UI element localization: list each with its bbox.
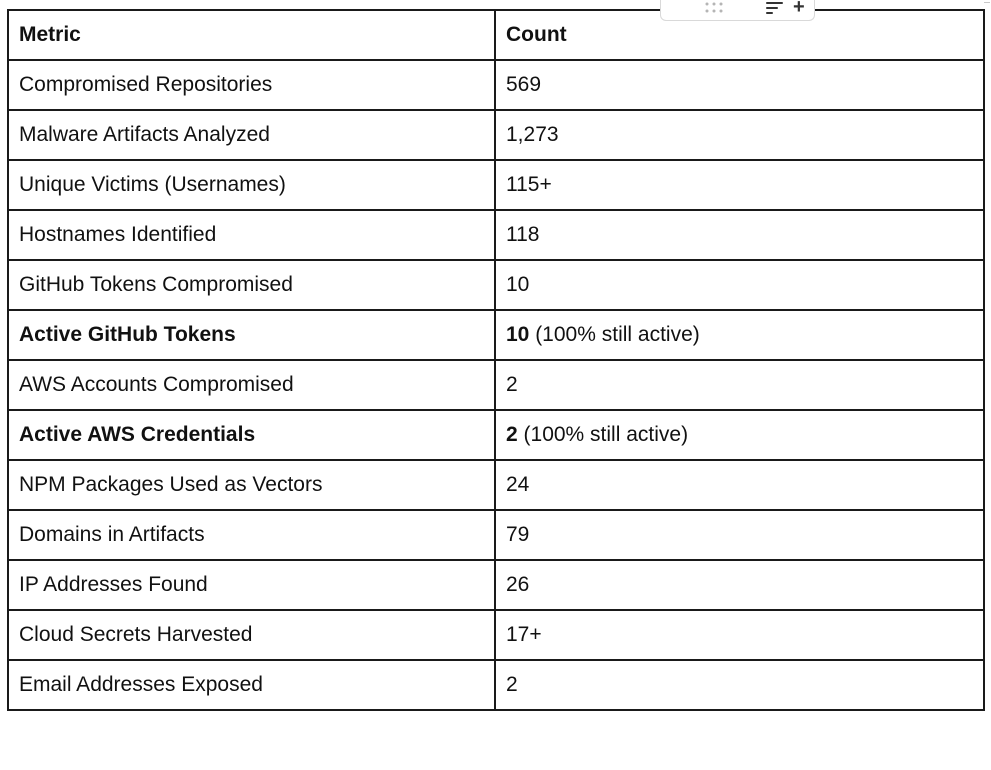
table-row bbox=[8, 60, 984, 110]
table-row bbox=[8, 160, 984, 210]
drag-handle-icon[interactable] bbox=[704, 1, 724, 15]
table-row bbox=[8, 660, 984, 710]
count-cell[interactable]: 17+ bbox=[495, 610, 984, 660]
table-row bbox=[8, 110, 984, 160]
metric-cell[interactable]: Cloud Secrets Harvested bbox=[8, 610, 495, 660]
metric-cell[interactable]: GitHub Tokens Compromised bbox=[8, 260, 495, 310]
count-cell[interactable]: 115+ bbox=[495, 160, 984, 210]
metric-cell[interactable]: Unique Victims (Usernames) bbox=[8, 160, 495, 210]
count-cell[interactable] bbox=[495, 410, 984, 460]
count-cell[interactable]: 118 bbox=[495, 210, 984, 260]
count-cell[interactable]: 2 bbox=[495, 360, 984, 410]
metric-cell[interactable]: Active GitHub Tokens bbox=[8, 310, 495, 360]
metric-cell[interactable]: Domains in Artifacts bbox=[8, 510, 495, 560]
count-cell[interactable]: 2 bbox=[495, 660, 984, 710]
header-metric[interactable]: Metric bbox=[8, 10, 495, 60]
table-row bbox=[8, 560, 984, 610]
count-cell[interactable]: 79 bbox=[495, 510, 984, 560]
count-cell[interactable] bbox=[495, 310, 984, 360]
table-row bbox=[8, 210, 984, 260]
metric-cell[interactable]: NPM Packages Used as Vectors bbox=[8, 460, 495, 510]
count-note: (100% still active) bbox=[517, 423, 689, 446]
header-count[interactable]: Count bbox=[495, 10, 984, 60]
metric-cell[interactable]: Email Addresses Exposed bbox=[8, 660, 495, 710]
metric-cell[interactable]: Compromised Repositories bbox=[8, 60, 495, 110]
count-value: 2 bbox=[506, 423, 518, 446]
metric-cell[interactable]: Hostnames Identified bbox=[8, 210, 495, 260]
table-row bbox=[8, 510, 984, 560]
table-row bbox=[8, 260, 984, 310]
metric-cell[interactable]: AWS Accounts Compromised bbox=[8, 360, 495, 410]
table-row bbox=[8, 460, 984, 510]
count-cell[interactable]: 10 bbox=[495, 260, 984, 310]
sort-icon[interactable] bbox=[765, 1, 785, 15]
count-cell[interactable]: 1,273 bbox=[495, 110, 984, 160]
count-note: (100% still active) bbox=[529, 323, 700, 346]
table-toolbar bbox=[660, 0, 815, 21]
table-header-row bbox=[8, 10, 984, 60]
count-value: 10 bbox=[506, 323, 530, 346]
table-row bbox=[8, 360, 984, 410]
metric-cell[interactable]: Malware Artifacts Analyzed bbox=[8, 110, 495, 160]
table-row bbox=[8, 610, 984, 660]
table-row bbox=[8, 410, 984, 460]
metrics-table bbox=[7, 9, 985, 711]
metric-cell[interactable]: Active AWS Credentials bbox=[8, 410, 495, 460]
count-cell[interactable]: 24 bbox=[495, 460, 984, 510]
count-cell[interactable]: 569 bbox=[495, 60, 984, 110]
count-cell[interactable]: 26 bbox=[495, 560, 984, 610]
table-row bbox=[8, 310, 984, 360]
metric-cell[interactable]: IP Addresses Found bbox=[8, 560, 495, 610]
add-column-button[interactable]: + bbox=[793, 0, 805, 18]
metrics-table-container bbox=[7, 9, 983, 711]
corner-indicator bbox=[984, 2, 990, 9]
